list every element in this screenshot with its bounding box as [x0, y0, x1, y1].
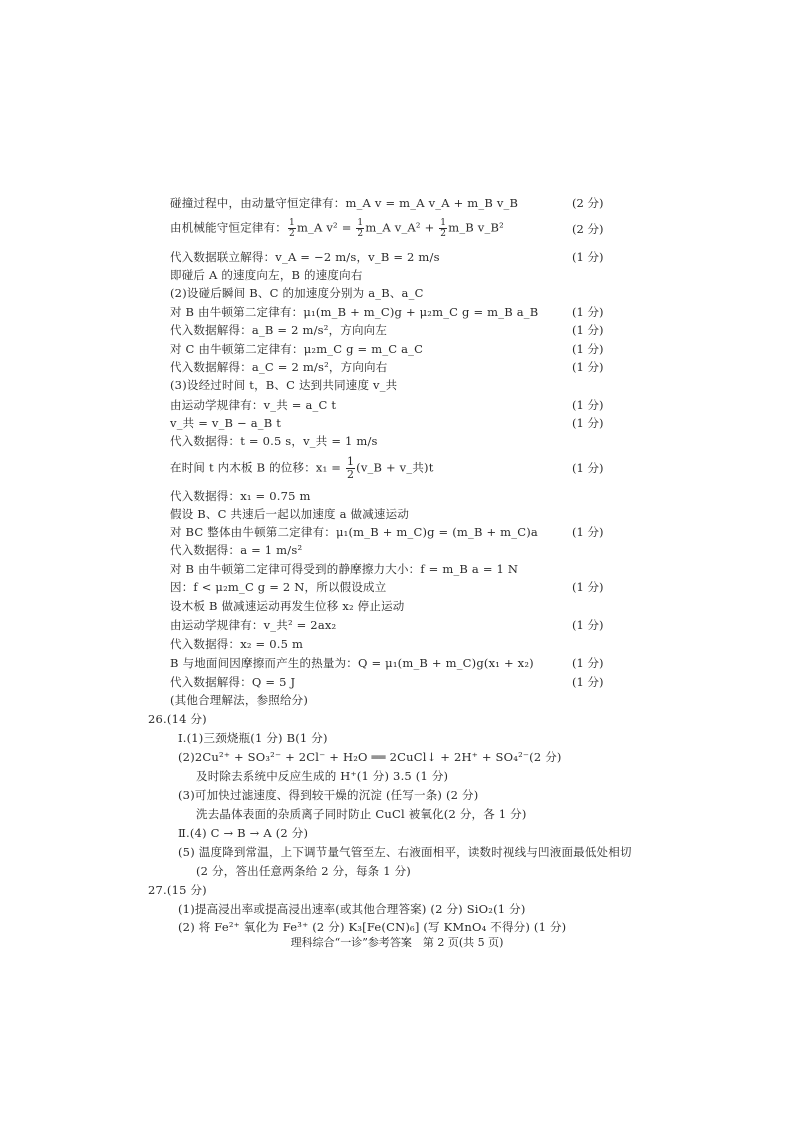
chem-line: 及时除去系统中反应生成的 H⁺(1 分) 3.5 (1 分) — [196, 769, 449, 783]
physics-line — [170, 456, 434, 481]
fraction: $\frac{1}{2}$ — [357, 218, 364, 239]
line-text: m_B v_B² — [448, 220, 504, 235]
line-text: m_A v_A² + — [365, 220, 439, 235]
physics-line: 代入数据得：a = 1 m/s² — [170, 543, 303, 557]
chem-line: (2)2Cu²⁺ + SO₃²⁻ + 2Cl⁻ + H₂O ══ 2CuCl↓ + 2H⁺ + SO₄²⁻(2 分) — [178, 750, 562, 764]
physics-line: 由运动学规律有：v_共² = 2ax₂ — [170, 618, 337, 632]
chem-line: 洗去晶体表面的杂质离子同时防止 CuCl 被氧化(2 分，各 1 分) — [196, 807, 527, 821]
fraction: $\frac{1}{2}$ — [346, 455, 355, 481]
score-label: (1 分) — [572, 461, 604, 475]
chem-line: (5) 温度降到常温，上下调节量气管至左、右液面相平，读数时视线与凹液面最低处相切 — [178, 845, 632, 859]
physics-line: 代入数据得：x₂ = 0.5 m — [170, 637, 304, 651]
physics-line: 对 C 由牛顿第二定律有：μ₂m_C g = m_C a_C — [170, 342, 424, 356]
chem-line: (3)可加快过滤速度、得到较干燥的沉淀 (任写一条) (2 分) — [178, 788, 479, 802]
chem-line: (1)提高浸出率或提高浸出速率(或其他合理答案) (2 分) SiO₂(1 分) — [178, 902, 526, 916]
score-label: (1 分) — [572, 323, 604, 337]
score-label: (1 分) — [572, 525, 604, 539]
line-text: (v_B + v_共)t — [356, 460, 434, 475]
physics-line: 代入数据得：x₁ = 0.75 m — [170, 489, 311, 503]
physics-line: 因：f < μ₂m_C g = 2 N，所以假设成立 — [170, 580, 387, 594]
line-text: m_A v² = — [296, 220, 356, 235]
physics-line: 由运动学规律有：v_共 = a_C t — [170, 398, 337, 412]
score-label: (1 分) — [572, 416, 604, 430]
page-footer: 理科综合“一诊”参考答案 第 2 页(共 5 页) — [290, 936, 504, 949]
physics-line: 代入数据得：t = 0.5 s，v_共 = 1 m/s — [170, 434, 378, 448]
physics-line — [170, 218, 504, 239]
chem-line: (2) 将 Fe²⁺ 氧化为 Fe³⁺ (2 分) K₃[Fe(CN)₆] (写 KMnO₄ 不得分) (1 分) — [178, 920, 567, 934]
physics-line: 代入数据联立解得：v_A = −2 m/s，v_B = 2 m/s — [170, 250, 440, 264]
score-label: (1 分) — [572, 656, 604, 670]
score-label: (1 分) — [572, 398, 604, 412]
score-label: (1 分) — [572, 580, 604, 594]
physics-line: (3)设经过时间 t，B、C 达到共同速度 v_共 — [170, 378, 398, 392]
physics-line: 假设 B、C 共速后一起以加速度 a 做减速运动 — [170, 507, 410, 521]
chem-line: (2 分，答出任意两条给 2 分，每条 1 分) — [196, 864, 411, 878]
physics-line: 对 B 由牛顿第二定律可得受到的静摩擦力大小：f = m_B a = 1 N — [170, 562, 519, 576]
physics-line: 代入数据解得：a_C = 2 m/s²，方向向右 — [170, 360, 388, 374]
physics-line: (其他合理解法，参照给分) — [170, 693, 309, 707]
physics-line: v_共 = v_B − a_B t — [170, 416, 282, 430]
score-label: (2 分) — [572, 196, 604, 210]
score-label: (1 分) — [572, 360, 604, 374]
question-heading: 26.(14 分) — [148, 712, 207, 726]
physics-line: 对 B 由牛顿第二定律有：μ₁(m_B + m_C)g + μ₂m_C g = m_B a_B — [170, 305, 539, 319]
score-label: (1 分) — [572, 675, 604, 689]
score-label: (1 分) — [572, 342, 604, 356]
score-label: (1 分) — [572, 618, 604, 632]
physics-line: 对 BC 整体由牛顿第二定律有：μ₁(m_B + m_C)g = (m_B + m_C)a — [170, 525, 538, 539]
physics-line: B 与地面间因摩擦而产生的热量为：Q = μ₁(m_B + m_C)g(x₁ + x₂) — [170, 656, 534, 670]
physics-line: 设木板 B 做减速运动再发生位移 x₂ 停止运动 — [170, 599, 405, 613]
line-text: 由机械能守恒定律有： — [170, 220, 287, 235]
physics-line: (2)设碰后瞬间 B、C 的加速度分别为 a_B、a_C — [170, 286, 424, 300]
score-label: (1 分) — [572, 305, 604, 319]
fraction: $\frac{1}{2}$ — [289, 218, 295, 239]
score-label: (2 分) — [572, 222, 604, 236]
physics-line: 代入数据解得：a_B = 2 m/s²，方向向左 — [170, 323, 388, 337]
chem-line: Ⅰ.(1)三颈烧瓶(1 分) B(1 分) — [178, 731, 328, 745]
physics-line: 代入数据解得：Q = 5 J — [170, 675, 296, 689]
score-label: (1 分) — [572, 250, 604, 264]
chem-line: Ⅱ.(4) C → B → A (2 分) — [178, 826, 309, 840]
physics-line: 碰撞过程中，由动量守恒定律有：m_A v = m_A v_A + m_B v_B — [170, 196, 519, 210]
question-heading: 27.(15 分) — [148, 883, 207, 897]
fraction: $\frac{1}{2}$ — [440, 218, 447, 239]
physics-line: 即碰后 A 的速度向左，B 的速度向右 — [170, 268, 363, 282]
line-text: 在时间 t 内木板 B 的位移：x₁ = — [170, 460, 345, 475]
